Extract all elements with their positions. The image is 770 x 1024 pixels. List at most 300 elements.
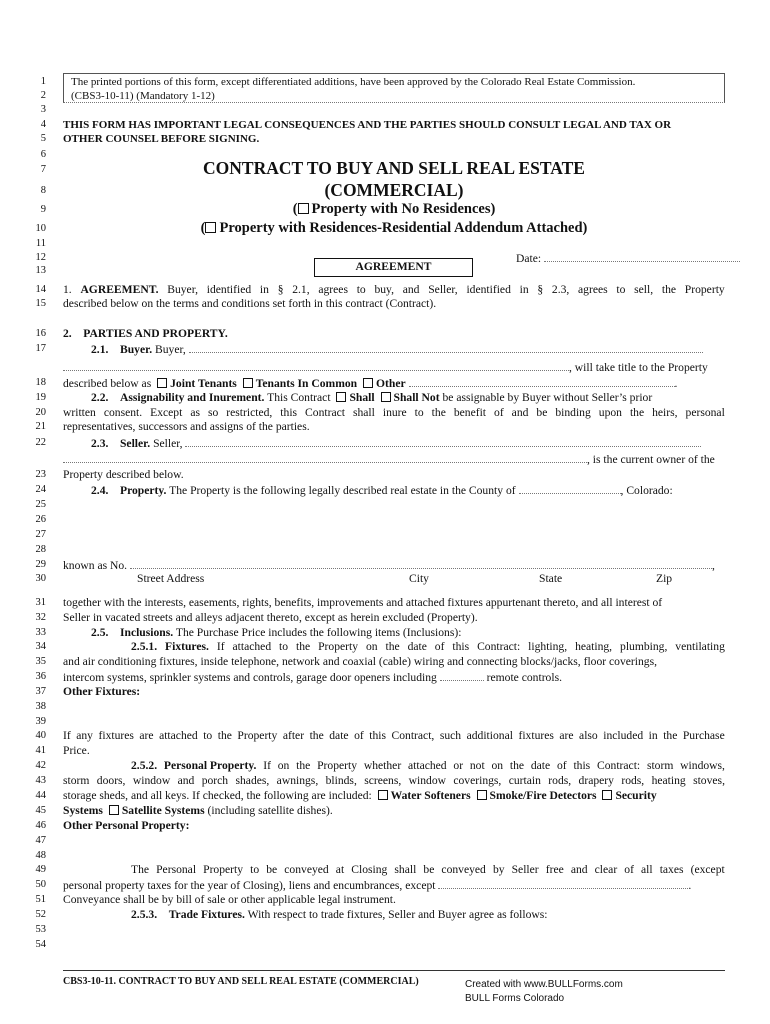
assignability-row <box>91 391 652 405</box>
word: Seller, <box>428 283 458 296</box>
word: taxes <box>659 863 684 876</box>
property-described-below: Property described below. <box>63 468 184 481</box>
inclusions-text: The Purchase Price includes the following items (Inclusions): <box>175 626 462 639</box>
word: attached <box>407 759 447 772</box>
option-label: Property with No Residences) <box>311 201 496 217</box>
line-number: 22 <box>35 437 46 448</box>
price-text: Price. <box>63 744 90 757</box>
word: or <box>453 759 464 772</box>
county-field[interactable] <box>519 483 621 494</box>
form-code: (CBS3-10-11) (Mandatory 1-12) <box>71 90 215 102</box>
together-line-1: together with the interests, easements, rights, benefits, improvements and attached fixtures appurtenant thereto, and all interest of <box>63 596 663 609</box>
word: shades, <box>235 774 270 787</box>
word: the <box>309 729 324 742</box>
conveyed-line-3: Conveyance shall be by bill of sale or other applicable legal instrument. <box>63 893 396 906</box>
systems-label: Systems <box>63 804 103 817</box>
pp-heading: Personal Property. <box>163 759 257 772</box>
comma: , <box>712 559 715 572</box>
city-label: City <box>409 572 429 585</box>
word: the <box>661 283 677 296</box>
s1-heading: AGREEMENT. <box>80 283 159 296</box>
property-heading: Property. <box>119 484 167 497</box>
buyer-row <box>91 342 703 357</box>
seller-name-field[interactable] <box>185 436 701 447</box>
word: lighting, <box>528 640 568 653</box>
seller-heading: Seller. <box>119 437 151 450</box>
trade-text: With respect to trade fixtures, Seller and Buyer agree as follows: <box>247 908 548 921</box>
word: doors, <box>96 774 126 787</box>
word: upon <box>598 406 622 419</box>
word: storm <box>63 774 90 787</box>
seller-name-field-2[interactable] <box>63 452 587 463</box>
personal-property-line-1 <box>131 759 725 773</box>
garage-openers-count-field[interactable] <box>440 670 484 681</box>
line-number: 39 <box>35 716 46 727</box>
line-number: 46 <box>35 820 46 831</box>
fixtures-heading: Fixtures. <box>165 640 209 653</box>
word: drapery <box>578 774 614 787</box>
word: sell, <box>634 283 654 296</box>
word: clear <box>594 863 618 876</box>
word: the <box>663 729 678 742</box>
word: coverings, <box>453 774 502 787</box>
word: Buyer, <box>167 283 199 296</box>
word: rods, <box>621 774 645 787</box>
line-number: 31 <box>35 597 46 608</box>
fixtures-line-2: and air conditioning fixtures, inside telephone, network and coaxial (cable) wiring and connecting blocks/jacks, floor coverings, <box>63 655 657 668</box>
shall-not-checkbox[interactable] <box>381 392 391 402</box>
word: Property <box>203 863 244 876</box>
line-number: 23 <box>35 469 46 480</box>
word: stoves, <box>693 774 725 787</box>
word: Closing <box>351 863 388 876</box>
word: plumbing, <box>620 640 668 653</box>
line-number: 47 <box>35 835 46 846</box>
word: curtain <box>508 774 541 787</box>
line-number: 50 <box>35 879 46 890</box>
word: shall <box>352 406 375 419</box>
security-label: Security <box>615 789 657 802</box>
word: agrees <box>578 283 608 296</box>
document-subtitle: (COMMERCIAL) <box>324 180 464 200</box>
word: If <box>63 729 71 742</box>
seller-number: 2.3. <box>91 437 109 450</box>
s1-line-2: described below on the terms and conditions set forth in this contract (Contract). <box>63 297 437 310</box>
s1-number: 1. <box>63 283 72 296</box>
word: binding <box>555 406 591 419</box>
word: attached <box>159 729 198 742</box>
inure-line-2: representatives, successors and assigns of the parties. <box>63 420 310 433</box>
personal-property-line-2 <box>63 774 725 788</box>
word: of <box>624 863 634 876</box>
line-number: 43 <box>35 775 46 786</box>
word: Property <box>317 759 358 772</box>
line-number: 14 <box>35 284 46 295</box>
word: conveyed <box>284 863 329 876</box>
other-tenancy-field[interactable] <box>409 376 675 387</box>
legal-warning-line-2: OTHER COUNSEL BEFORE SIGNING. <box>63 133 260 145</box>
word: ventilating <box>675 640 725 653</box>
word: heating, <box>575 640 613 653</box>
satellite-systems-checkbox[interactable] <box>109 805 119 815</box>
word: personal <box>685 406 725 419</box>
with-residences-checkbox[interactable] <box>205 222 216 233</box>
assign-tail: be assignable by Buyer without Seller’s prior <box>442 391 653 404</box>
buyer-number: 2.1. <box>91 343 109 356</box>
date-row <box>516 251 740 266</box>
line-number: 10 <box>35 223 46 234</box>
line-number: 16 <box>35 328 46 339</box>
property-row <box>91 483 673 498</box>
word: this <box>573 759 591 772</box>
line-number: 30 <box>35 573 46 584</box>
line-number: 11 <box>35 238 46 249</box>
footer-rule <box>63 970 725 971</box>
word: after <box>282 729 305 742</box>
word: all <box>641 863 653 876</box>
word: restricted, <box>226 406 273 419</box>
line-number: 6 <box>40 149 46 160</box>
word: fixtures <box>518 729 554 742</box>
line-number: 34 <box>35 641 46 652</box>
word: rods, <box>548 774 572 787</box>
word: also <box>579 729 598 742</box>
word: § <box>277 283 284 296</box>
word: whether <box>363 759 402 772</box>
line-number: 54 <box>35 939 46 950</box>
word: as <box>190 406 200 419</box>
word: any <box>76 729 93 742</box>
seller-row <box>91 436 701 451</box>
word: identified <box>466 283 511 296</box>
line-number: 32 <box>35 612 46 623</box>
satellite-tail: (including satellite dishes). <box>207 804 333 817</box>
paren: ( <box>200 220 206 236</box>
word: additional <box>466 729 513 742</box>
line-number: 35 <box>35 656 46 667</box>
conveyed-line-2 <box>63 878 691 893</box>
inclusions-heading: Inclusions. <box>119 626 174 639</box>
address-field[interactable] <box>130 558 712 569</box>
line-number: 37 <box>35 686 46 697</box>
seller-label: Seller, <box>153 437 183 450</box>
other-tenancy-checkbox[interactable] <box>363 378 373 388</box>
conveyed-line-2-text: personal property taxes for the year of Closing), liens and encumbrances, except <box>63 879 436 892</box>
word: Contract: <box>477 640 521 653</box>
word: the <box>296 759 311 772</box>
no-residences-checkbox[interactable] <box>298 203 309 214</box>
word: the <box>385 640 400 653</box>
line-number: 28 <box>35 544 46 555</box>
trade-heading: Trade Fixtures. <box>168 908 245 921</box>
line-number: 12 <box>35 252 46 263</box>
word: on <box>365 640 378 653</box>
described-as-label: described below as <box>63 377 152 390</box>
word: benefit <box>453 406 487 419</box>
word: blinds, <box>325 774 357 787</box>
footer-created-with: Created with www.BULLForms.com <box>465 979 623 990</box>
line-number: 36 <box>35 671 46 682</box>
line-number: 1 <box>40 76 46 87</box>
smoke-detectors-label: Smoke/Fire Detectors <box>489 789 597 802</box>
remote-controls-text: remote controls. <box>486 671 562 684</box>
word: identified <box>206 283 252 296</box>
line-number: 42 <box>35 760 46 771</box>
word: If <box>216 640 225 653</box>
word: The <box>131 863 150 876</box>
word: consent. <box>103 406 143 419</box>
together-line-2: Seller in vacated streets and alleys adjacent thereto, except as herein excluded (Property). <box>63 611 478 624</box>
joint-tenants-label: Joint Tenants <box>170 377 237 390</box>
word: in <box>259 283 269 296</box>
word: by <box>492 863 505 876</box>
assign-text: This Contract <box>267 391 331 404</box>
word: the <box>296 640 311 653</box>
word: to <box>279 640 289 653</box>
zip-label: Zip <box>656 572 673 585</box>
line-number: 49 <box>35 864 46 875</box>
approval-notice: The printed portions of this form, except differentiated additions, have been approved by the Colorado Real Estate Commission. <box>71 76 636 88</box>
tenants-in-common-checkbox[interactable] <box>243 378 253 388</box>
line-number: 26 <box>35 514 46 525</box>
line-number: 9 <box>40 204 46 215</box>
buyer-heading: Buyer. <box>119 343 153 356</box>
assign-number: 2.2. <box>91 391 109 404</box>
word: of <box>354 729 364 742</box>
word: attached <box>232 640 272 653</box>
line-number: 38 <box>35 701 46 712</box>
word: in <box>648 729 658 742</box>
title-option-with-residences <box>63 220 725 236</box>
pp-line-3-text: storage sheds, and all keys. If checked, the following are included: <box>63 789 372 802</box>
word: porch <box>201 774 229 787</box>
word: date <box>329 729 349 742</box>
word: storm <box>646 759 674 772</box>
seller-continuation <box>63 452 715 467</box>
word: be <box>266 863 278 876</box>
word: and <box>177 774 195 787</box>
line-number: 13 <box>35 265 46 276</box>
word: such <box>439 729 462 742</box>
fixtures-number: 2.5.1. <box>131 640 158 653</box>
line-number: 18 <box>35 377 46 388</box>
fixtures-line-3 <box>63 670 562 685</box>
word: so <box>207 406 219 419</box>
word: the <box>509 759 525 772</box>
word: If <box>263 759 271 772</box>
word: window <box>132 774 171 787</box>
shall-label: Shall <box>349 391 375 404</box>
word: conveyed <box>441 863 486 876</box>
word: to <box>616 283 626 296</box>
line-number: 7 <box>40 164 46 175</box>
word: to <box>414 406 424 419</box>
buyer-label: Buyer, <box>155 343 186 356</box>
pp-number: 2.5.2. <box>131 759 158 772</box>
shall-checkbox[interactable] <box>336 392 346 402</box>
line-number: 53 <box>35 924 46 935</box>
take-title-text: , will take title to the Property <box>569 361 708 374</box>
line-number: 41 <box>35 745 46 756</box>
document-title: CONTRACT TO BUY AND SELL REAL ESTATE <box>203 158 585 178</box>
other-tenancy-label: Other <box>376 377 406 390</box>
word: on <box>491 759 504 772</box>
word: window <box>408 774 446 787</box>
word: date <box>530 759 551 772</box>
personal-property-line-3 <box>63 789 657 803</box>
word: 2.3, <box>551 283 570 296</box>
other-fixtures-label: Other Fixtures: <box>63 685 141 698</box>
line-number: 25 <box>35 499 46 510</box>
current-owner-text: , is the current owner of the <box>587 453 715 466</box>
word: Seller <box>511 863 539 876</box>
property-number: 2.4. <box>91 484 109 497</box>
line-number: 17 <box>35 343 46 354</box>
word: Purchase <box>682 729 725 742</box>
word: the <box>217 729 232 742</box>
footer-bull-forms: BULL Forms Colorado <box>465 993 565 1004</box>
word: written <box>63 406 96 419</box>
agreement-heading-box: AGREEMENT <box>314 258 473 277</box>
word: and <box>570 863 588 876</box>
word: this <box>369 729 386 742</box>
line-number: 52 <box>35 909 46 920</box>
word: 2.1, <box>292 283 310 296</box>
word: fixtures <box>98 729 134 742</box>
date-label: Date: <box>516 252 542 265</box>
word: of <box>494 406 504 419</box>
word: awnings, <box>276 774 319 787</box>
word: Except <box>150 406 183 419</box>
word: be <box>423 863 435 876</box>
line-number: 15 <box>35 298 46 309</box>
inure-line-1 <box>63 406 725 420</box>
date-field[interactable] <box>544 251 740 262</box>
word: in <box>519 283 529 296</box>
word: of <box>434 640 445 653</box>
word: inure <box>382 406 407 419</box>
shall-not-label: Shall Not <box>393 391 440 404</box>
conveyed-line-1 <box>131 863 725 877</box>
trade-fixtures-row <box>131 908 548 922</box>
word: Property <box>318 640 359 653</box>
other-personal-property-label: Other Personal Property: <box>63 819 190 832</box>
word: this <box>452 640 470 653</box>
line-number: 5 <box>40 133 46 144</box>
line-number: 24 <box>35 484 46 495</box>
buyer-continuation <box>63 360 708 375</box>
word: to <box>203 729 213 742</box>
smoke-detectors-checkbox[interactable] <box>477 790 487 800</box>
word: are <box>559 729 574 742</box>
water-softeners-checkbox[interactable] <box>378 790 388 800</box>
line-number: 8 <box>40 185 46 196</box>
buyer-name-field[interactable] <box>189 342 703 353</box>
word: heating <box>651 774 686 787</box>
word: be <box>536 406 548 419</box>
period: . <box>674 377 678 390</box>
tenants-in-common-label: Tenants In Common <box>255 377 358 390</box>
word: buy, <box>374 283 394 296</box>
fixtures-line-3-text: intercom systems, sprinkler systems and controls, garage door openers including <box>63 671 437 684</box>
personal-property-line-4 <box>63 804 333 818</box>
known-as-label: known as No. <box>63 559 128 572</box>
trade-number: 2.5.3. <box>131 908 158 921</box>
state-label: State <box>539 572 563 585</box>
inclusions-row <box>91 626 461 640</box>
word: § <box>537 283 544 296</box>
word: of <box>556 759 567 772</box>
word: windows, <box>680 759 725 772</box>
word: to <box>356 283 366 296</box>
word: and <box>402 283 420 296</box>
word: not <box>469 759 485 772</box>
word: Property <box>684 283 725 296</box>
satellite-label: Satellite Systems <box>121 804 205 817</box>
word: to <box>250 863 260 876</box>
word: free <box>545 863 564 876</box>
water-softeners-label: Water Softeners <box>390 789 471 802</box>
assign-heading: Assignability and Inurement. <box>119 391 265 404</box>
street-address-label: Street Address <box>137 572 205 585</box>
title-option-no-residences <box>63 201 725 217</box>
period: . <box>688 879 692 892</box>
line-number: 20 <box>35 407 46 418</box>
line-number: 29 <box>35 559 46 570</box>
paren: ( <box>292 201 298 217</box>
line-number: 27 <box>35 529 46 540</box>
encumbrances-except-field[interactable] <box>438 878 688 889</box>
word: Contract, <box>391 729 435 742</box>
word: (except <box>690 863 725 876</box>
line-number: 3 <box>40 104 46 115</box>
word: heirs, <box>652 406 678 419</box>
after-date-line-1 <box>63 729 725 743</box>
word: this <box>280 406 298 419</box>
footer-form-title: CBS3-10-11. CONTRACT TO BUY AND SELL REAL ESTATE (COMMERCIAL) <box>63 976 419 987</box>
security-systems-checkbox[interactable] <box>602 790 612 800</box>
word: the <box>629 406 645 419</box>
legal-warning-line-1: THIS FORM HAS IMPORTANT LEGAL CONSEQUENCES AND THE PARTIES SHOULD CONSULT LEGAL AND TAX OR <box>63 119 672 131</box>
word: screens, <box>364 774 402 787</box>
word: Personal <box>156 863 197 876</box>
word: agrees <box>318 283 348 296</box>
colorado-text: , Colorado: <box>620 484 673 497</box>
line-number: 44 <box>35 790 46 801</box>
line-number: 4 <box>40 119 46 130</box>
line-number: 51 <box>35 894 46 905</box>
word: Property <box>237 729 278 742</box>
line-number: 19 <box>35 392 46 403</box>
line-number: 48 <box>35 850 46 861</box>
word: Contract: <box>597 759 641 772</box>
line-number: 33 <box>35 627 46 638</box>
word: the <box>431 406 446 419</box>
title-type-row <box>63 376 677 391</box>
buyer-name-field-2[interactable] <box>63 360 569 371</box>
line-number: 21 <box>35 421 46 432</box>
option-label: Property with Residences-Residential Addendum Attached) <box>219 220 588 236</box>
s1-line-1 <box>63 283 725 297</box>
known-as-row <box>63 558 715 573</box>
word: included <box>603 729 644 742</box>
word: date <box>407 640 427 653</box>
inclusions-number: 2.5. <box>91 626 109 639</box>
s2-heading: 2. PARTIES AND PROPERTY. <box>63 327 228 340</box>
word: Contract <box>305 406 345 419</box>
joint-tenants-checkbox[interactable] <box>157 378 167 388</box>
word: and <box>511 406 529 419</box>
